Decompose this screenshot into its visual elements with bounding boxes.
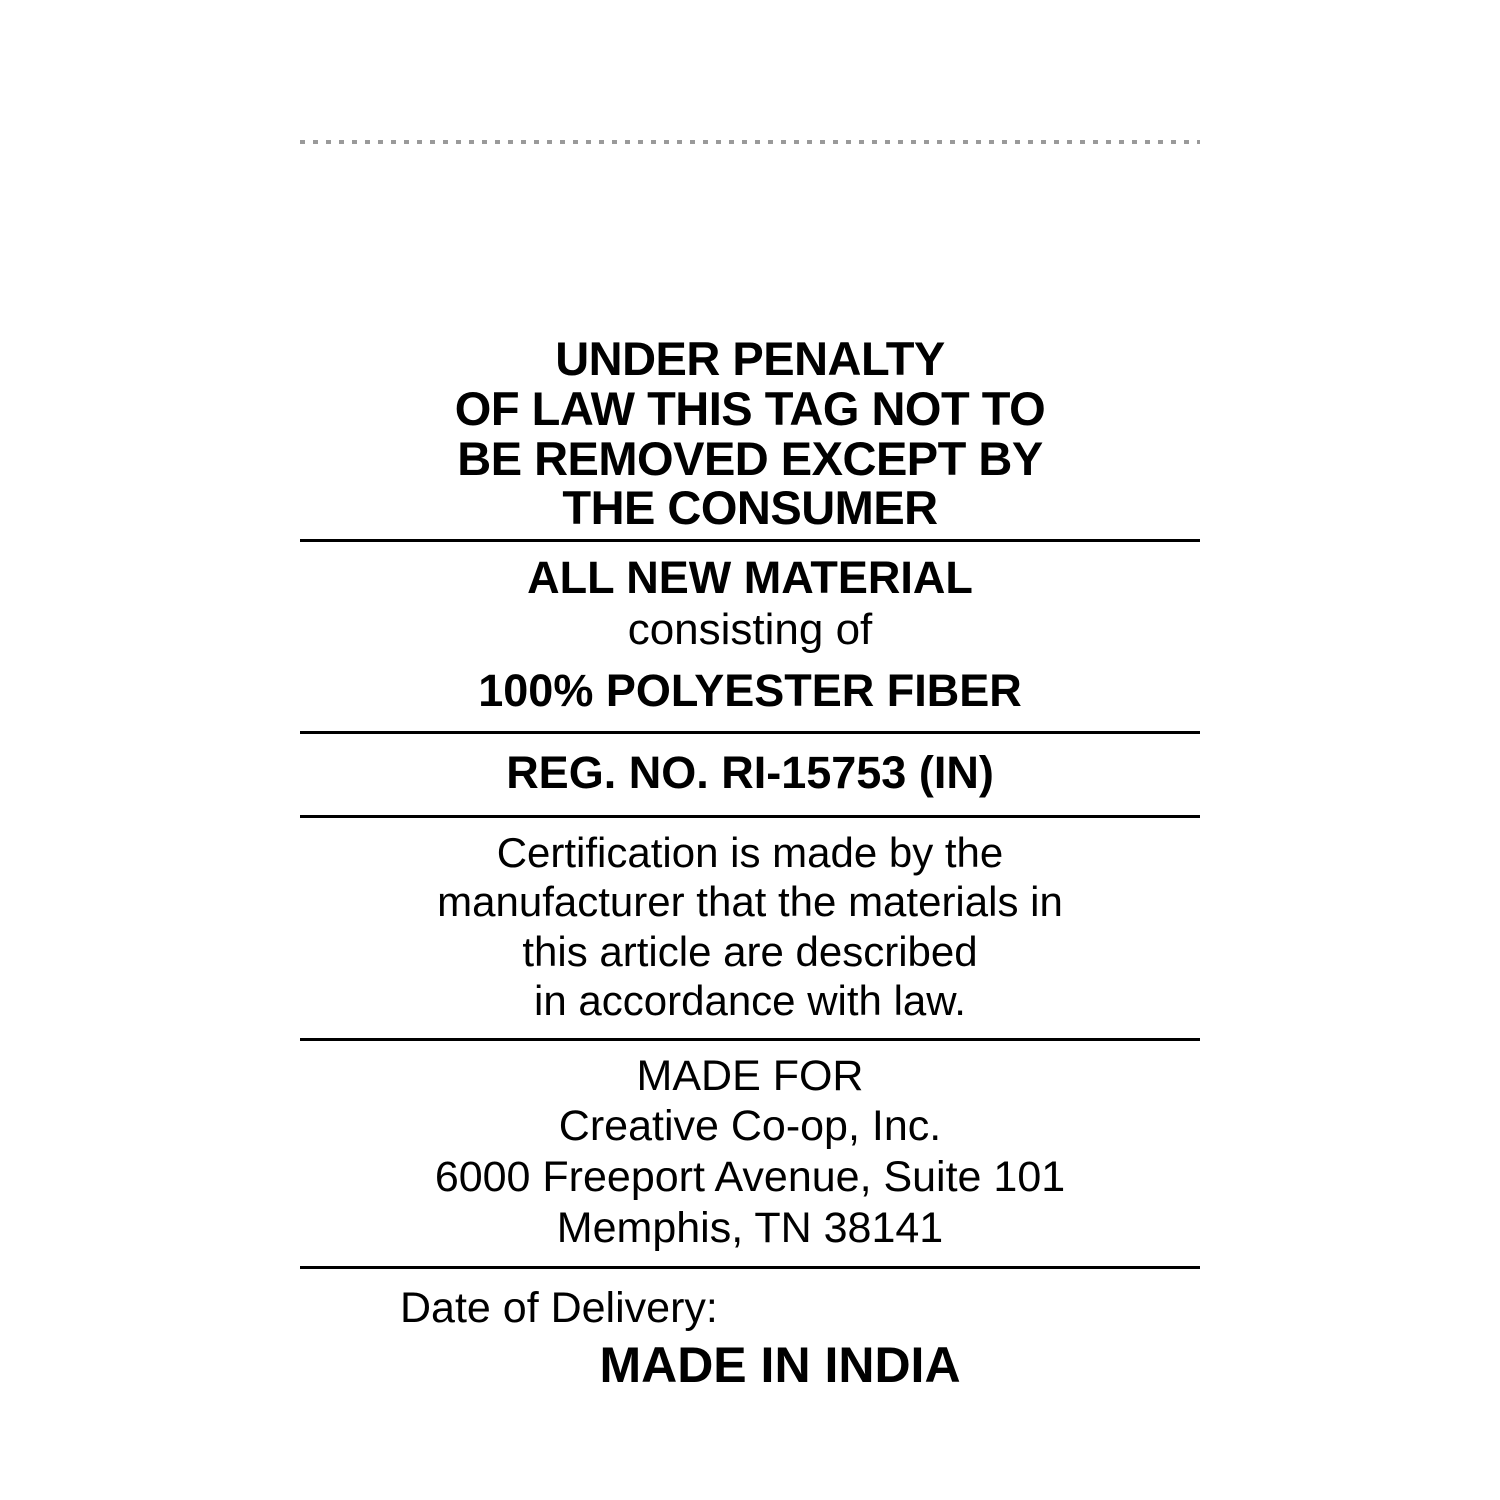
material-fiber-content: 100% POLYESTER FIBER	[478, 664, 1022, 716]
made-for-heading: MADE FOR	[636, 1051, 864, 1100]
certification-line-3: this article are described	[522, 927, 978, 975]
made-for-section	[300, 1041, 1200, 1266]
country-of-origin: MADE IN INDIA	[599, 1337, 961, 1394]
date-of-delivery-label: Date of Delivery:	[400, 1283, 718, 1332]
registration-number: REG. NO. RI-15753 (IN)	[506, 747, 994, 799]
penalty-notice	[300, 324, 1200, 539]
certification-line-1: Certification is made by the	[496, 828, 1004, 876]
penalty-line-3: BE REMOVED EXCEPT BY	[457, 431, 1043, 485]
made-for-address-line-1: 6000 Freeport Avenue, Suite 101	[434, 1153, 1066, 1202]
delivery-section	[300, 1269, 1200, 1397]
penalty-line-4: THE CONSUMER	[562, 481, 938, 535]
made-for-address-line-2: Memphis, TN 38141	[556, 1203, 944, 1252]
penalty-line-2: OF LAW THIS TAG NOT TO	[454, 381, 1046, 435]
registration-section	[300, 734, 1200, 815]
certification-line-4: in accordance with law.	[534, 977, 966, 1025]
certification-statement	[300, 818, 1200, 1038]
material-section	[300, 542, 1200, 731]
law-label-tag	[300, 140, 1200, 1397]
material-consisting-of: consisting of	[627, 605, 873, 654]
certification-line-2: manufacturer that the materials in	[437, 878, 1063, 926]
material-heading: ALL NEW MATERIAL	[527, 552, 973, 604]
perforation-tear-line	[300, 140, 1200, 144]
made-for-company: Creative Co-op, Inc.	[558, 1102, 942, 1151]
penalty-line-1: UNDER PENALTY	[555, 332, 945, 385]
